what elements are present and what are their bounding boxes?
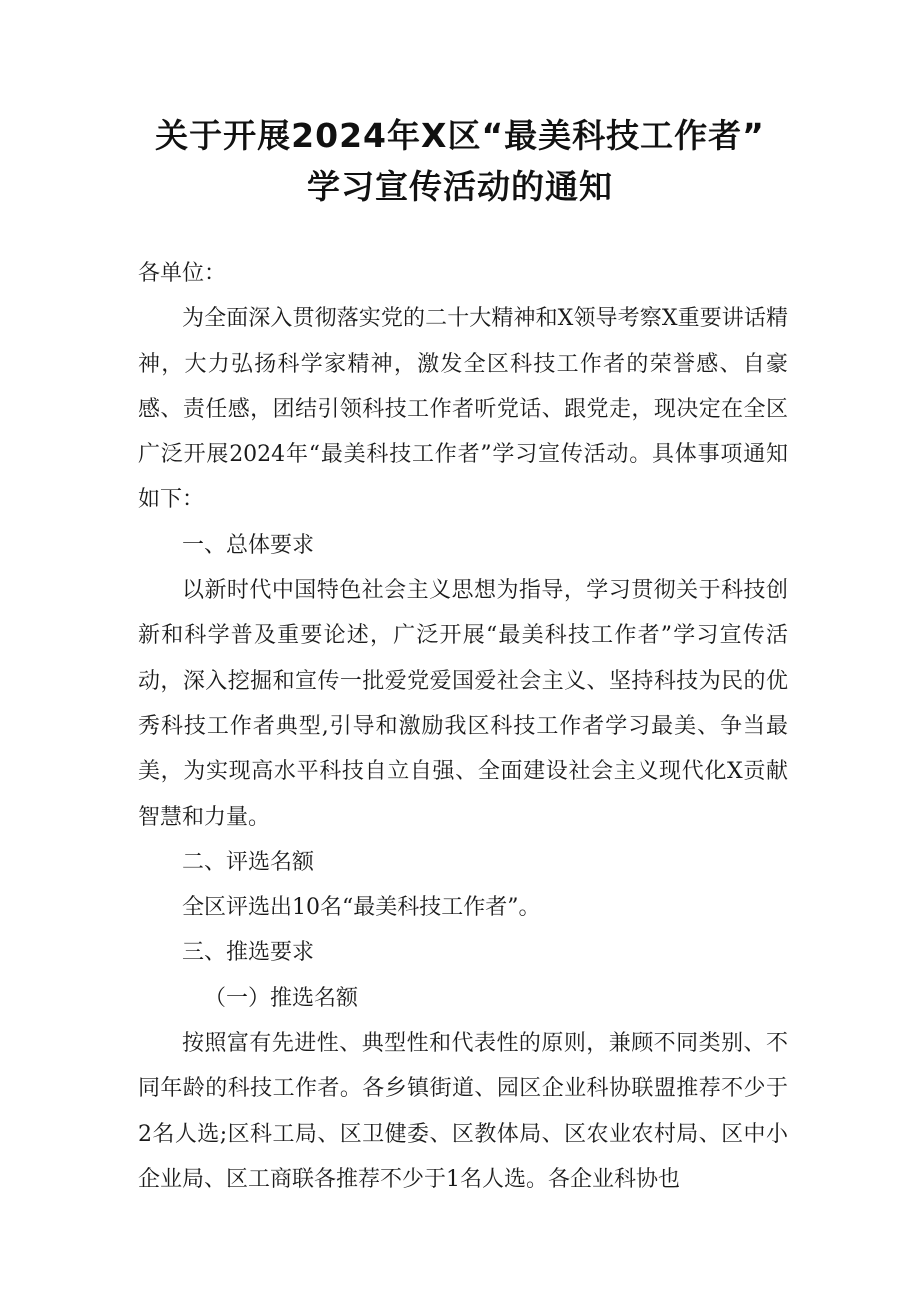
- section-2-heading: 二、评选名额: [182, 849, 315, 875]
- document-title-line-1: 关于开展2024年X区“最美科技工作者”: [155, 116, 765, 155]
- section-2-paragraph: 全区评选出10名“最美科技工作者”。: [182, 895, 541, 921]
- section-3-subheading-1: （一）推选名额: [204, 985, 359, 1011]
- section-1-heading: 一、总体要求: [182, 532, 315, 558]
- intro-paragraph: 为全面深入贯彻落实党的二十大精神和X领导考察X重要讲话精神，大力弘扬科学家精神，激发全区科技工作者的荣誉感、自豪感、责任感，团结引领科技工作者听党话、跟党走，现决定在全区广泛开展2024年“最美科技工作者”学习宣传活动。具体事项通知如下：: [138, 306, 788, 513]
- salutation: 各单位：: [138, 261, 227, 286]
- document-body: [138, 251, 788, 1202]
- document-title-line-2: 学习宣传活动的通知: [307, 167, 613, 206]
- section-3-heading: 三、推选要求: [182, 940, 315, 966]
- section-1-paragraph: 以新时代中国特色社会主义思想为指导，学习贯彻关于科技创新和科学普及重要论述，广泛开展“最美科技工作者”学习宣传活动，深入挖掘和宣传一批爱党爱国爱社会主义、坚持科技为民的优秀科技工作者典型,引导和激励我区科技工作者学习最美、争当最美，为实现高水平科技自立自强、全面建设社会主义现代化X贡献智慧和力量。: [138, 578, 788, 830]
- section-3-sub-1-paragraph: 按照富有先进性、典型性和代表性的原则，兼顾不同类别、不同年龄的科技工作者。各乡镇街道、园区企业科协联盟推荐不少于2名人选;区科工局、区卫健委、区教体局、区农业农村局、区中小企业局、区工商联各推荐不少于1名人选。各企业科协也: [138, 1031, 788, 1192]
